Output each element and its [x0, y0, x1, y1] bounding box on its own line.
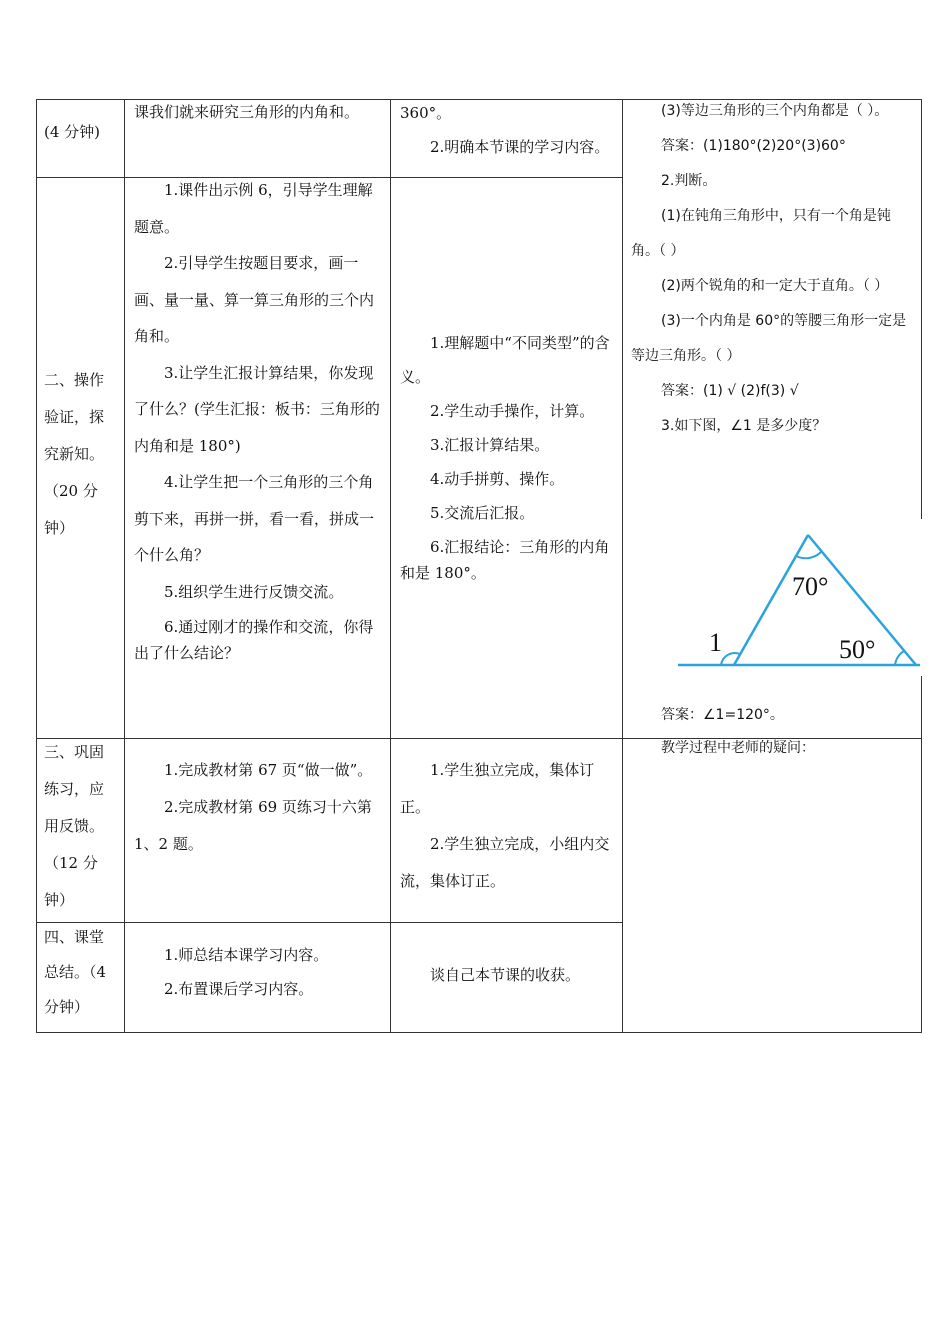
- angle-arc-top: [796, 552, 821, 558]
- triangle-figure: [676, 527, 922, 673]
- stage-text: 总结。（4: [44, 963, 107, 981]
- student-text: 6.汇报结论：三角形的内角和是 180°。: [400, 538, 610, 582]
- row1-student: [400, 96, 616, 164]
- question-text: (2)两个锐角的和一定大于直角。（ ）: [661, 278, 889, 294]
- row3-student: [400, 752, 616, 900]
- angle-arc-right: [895, 651, 904, 665]
- notes-column: [631, 94, 917, 444]
- stage-text: 用反馈。: [44, 817, 105, 835]
- row4-student: [400, 957, 616, 993]
- teacher-text: 2.布置课后学习内容。: [164, 980, 314, 998]
- table-left-border: [36, 99, 37, 1033]
- student-text: 1.学生独立完成，集体订正。: [400, 761, 595, 816]
- teacher-text: 6.通过刚才的操作和交流，你得出了什么结论？: [134, 618, 374, 662]
- col-divider-1: [124, 99, 125, 1033]
- student-text: 1.理解题中“不同类型”的含义。: [400, 334, 610, 386]
- row2-student: [400, 326, 616, 586]
- teacher-text: 1.课件出示例 6，引导学生理解题意。: [134, 181, 373, 236]
- stage-text: （12 分: [44, 854, 98, 872]
- col-divider-2: [390, 99, 391, 1033]
- answer-3-block: [631, 697, 917, 733]
- teacher-doubt-block: [631, 730, 917, 766]
- stage-text: 钟）: [44, 891, 75, 909]
- answer-text: 答案：(1)180°(2)20°(3)60°: [661, 138, 846, 154]
- stage-text: 三、巩固: [44, 743, 105, 761]
- stage-text: 究新知。: [44, 445, 105, 463]
- angle-label-right: 50°: [839, 635, 876, 664]
- angle-label-top: 70°: [792, 572, 829, 601]
- student-text: 5.交流后汇报。: [430, 504, 535, 522]
- row4-stage: [44, 920, 120, 1025]
- question-text: (1)在钝角三角形中，只有一个角是钝角。（ ）: [631, 208, 891, 259]
- row2-stage: [44, 362, 120, 547]
- row1-teacher: [134, 94, 384, 130]
- stage-text: 练习，应: [44, 780, 105, 798]
- student-text: 2.明确本节课的学习内容。: [430, 138, 610, 156]
- answer-text: 答案：∠1=120°。: [661, 707, 784, 723]
- teacher-text: 5.组织学生进行反馈交流。: [164, 582, 344, 601]
- table-bottom-border: [36, 1032, 921, 1033]
- stage-text: (4 分钟): [44, 123, 101, 141]
- table-right-border-upper: [921, 99, 922, 519]
- row1-stage: [44, 114, 120, 150]
- question-text: 2.判断。: [661, 173, 717, 189]
- teacher-text: 1.师总结本课学习内容。: [164, 946, 329, 964]
- stage-text: 分钟）: [44, 998, 90, 1016]
- angle-label-1: 1: [709, 628, 722, 657]
- row3-stage: [44, 734, 120, 919]
- question-text: (3)等边三角形的三个内角都是（ ）。: [661, 103, 889, 119]
- student-text: 4.动手拼剪、操作。: [430, 470, 565, 488]
- answer-text: 答案：(1) √ (2)f(3) √: [661, 383, 799, 399]
- student-text: 2.学生动手操作，计算。: [430, 402, 595, 420]
- doubt-label: 教学过程中老师的疑问：: [661, 740, 815, 756]
- teacher-text: 2.完成教材第 69 页练习十六第 1、2 题。: [134, 798, 372, 853]
- row3-teacher: [134, 752, 384, 863]
- teacher-text: 2.引导学生按题目要求，画一画、量一量、算一算三角形的三个内角和。: [134, 254, 375, 345]
- teacher-text: 4.让学生把一个三角形的三个角剪下来，再拼一拼，看一看，拼成一个什么角？: [134, 473, 375, 564]
- teacher-text: 1.完成教材第 67 页“做一做”。: [164, 761, 373, 779]
- student-text: 2.学生独立完成，小组内交流，集体订正。: [400, 835, 610, 890]
- stage-text: 二、操作: [44, 371, 105, 389]
- row2-teacher: [134, 172, 384, 666]
- stage-text: （20 分: [44, 482, 98, 500]
- stage-text: 四、课堂: [44, 928, 105, 946]
- student-text: 谈自己本节课的收获。: [430, 966, 581, 984]
- teacher-text: 课我们就来研究三角形的内角和。: [134, 103, 360, 121]
- teacher-text: 3.让学生汇报计算结果，你发现了什么？(学生汇报：板书：三角形的内角和是 180°): [134, 363, 380, 455]
- question-text: 3.如下图，∠1 是多少度？: [661, 418, 827, 434]
- table-right-border-lower: [921, 676, 922, 1033]
- col-divider-3: [622, 99, 623, 1033]
- stage-text: 验证，探: [44, 408, 105, 426]
- row4-teacher: [134, 938, 384, 1006]
- stage-text: 钟）: [44, 519, 75, 537]
- student-text: 3.汇报计算结果。: [430, 436, 550, 454]
- student-text: 360°。: [400, 104, 452, 122]
- question-text: (3)一个内角是 60°的等腰三角形一定是等边三角形。（ ）: [631, 313, 907, 364]
